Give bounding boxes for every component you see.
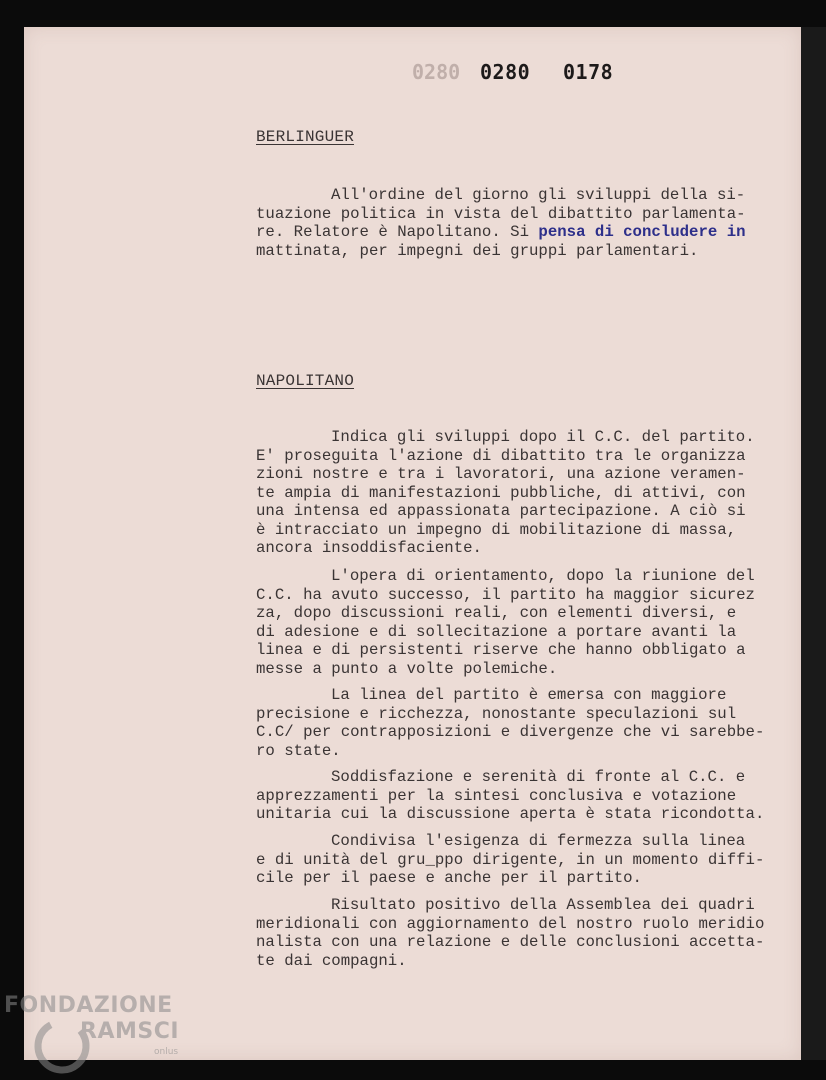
text-line: zioni nostre e tra i lavoratori, una azione veramen- [256, 465, 746, 483]
watermark-line-1: FONDAZIONE [4, 993, 173, 1018]
text-line: di adesione e di sollecitazione a portare avanti la [256, 622, 737, 641]
watermark-logo-icon [4, 990, 204, 1075]
text-line [256, 223, 778, 242]
text-line: ancora insoddisfaciente. [256, 539, 482, 557]
text-line: C.C/ per contrapposizioni e divergenze che vi sarebbe- [256, 723, 765, 741]
speaker-heading-napolitano: NAPOLITANO [256, 372, 355, 390]
paragraph-berlinguer-1 [256, 186, 778, 260]
text-line: Indica gli sviluppi dopo il C.C. del partito. [331, 428, 755, 446]
text-line: è intracciato un impegno di mobilitazione di massa, [256, 520, 737, 539]
archive-number-2: 0178 [563, 60, 614, 84]
text-line: messe a punto a volte polemiche. [256, 659, 558, 678]
text-segment: re. Relatore è Napolitano. Si [256, 223, 539, 241]
paragraph-napolitano-4 [256, 768, 778, 824]
text-line: tuazione politica in vista del dibattito parlamenta- [256, 204, 746, 223]
text-line: E' proseguita l'azione di dibattito tra le organizza [256, 446, 746, 465]
text-line: Risultato positivo della Assemblea dei quadri [331, 896, 755, 914]
text-line: L'opera di orientamento, dopo la riunione del [331, 567, 755, 585]
text-line: te ampia di manifestazioni pubbliche, di attivi, con [256, 483, 746, 502]
text-line: All'ordine del giorno gli sviluppi della si- [331, 186, 746, 204]
paragraph-napolitano-2 [256, 567, 778, 678]
text-line: La linea del partito è emersa con maggiore [331, 686, 727, 704]
text-line: C.C. ha avuto successo, il partito ha maggior sicurez [256, 585, 755, 604]
text-line: za, dopo discussioni reali, con elementi diversi, e [256, 604, 737, 622]
watermark-line-3: onlus [154, 1047, 179, 1057]
text-line: nalista con una relazione e delle conclusioni accetta- [256, 933, 765, 951]
archive-number-1: 0280 [480, 60, 531, 84]
text-line: mattinata, per impegni dei gruppi parlamentari. [256, 241, 699, 260]
text-line: Soddisfazione e serenità di fronte al C.C. e [331, 768, 746, 786]
handwritten-correction: pensa di concludere in [538, 223, 746, 241]
text-line: Condivisa l'esigenza di fermezza sulla linea [331, 832, 746, 850]
watermark-line-2: RAMSCI [80, 1019, 180, 1044]
paragraph-napolitano-1 [256, 428, 778, 558]
paragraph-napolitano-3 [256, 686, 778, 760]
text-line: e di unità del gru_ppo dirigente, in un momento diffi- [256, 850, 765, 869]
fondazione-gramsci-watermark [4, 990, 204, 1075]
text-line: ro state. [256, 741, 341, 760]
paragraph-napolitano-5 [256, 832, 778, 888]
text-line: meridionali con aggiornamento del nostro ruolo meridio [256, 914, 765, 933]
text-line: precisione e ricchezza, nonostante speculazioni sul [256, 704, 737, 723]
scan-edge [801, 27, 826, 1060]
archive-number-ghost: 0280 [412, 60, 461, 84]
paragraph-napolitano-6 [256, 896, 778, 970]
text-line: te dai compagni. [256, 951, 407, 970]
text-line: una intensa ed appassionata partecipazione. A ciò si [256, 502, 746, 520]
text-line: cile per il paese e anche per il partito. [256, 869, 642, 887]
text-line: linea e di persistenti riserve che hanno obbligato a [256, 641, 746, 659]
text-line: apprezzamenti per la sintesi conclusiva e votazione [256, 786, 737, 805]
text-line: unitaria cui la discussione aperta è stata ricondotta. [256, 805, 765, 823]
speaker-heading-berlinguer: BERLINGUER [256, 128, 355, 146]
